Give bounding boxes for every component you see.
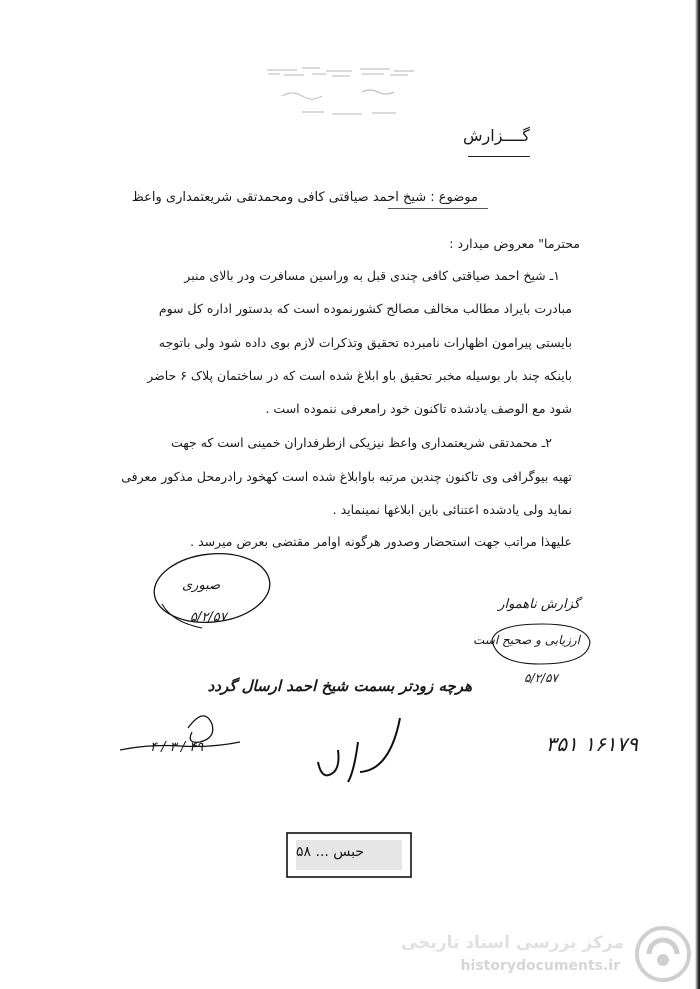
- para2-line: ۲ـ محمدتقی شریعتمداری واعظ نیزیکی ازطرفداران خمینی است که جهت: [170, 435, 552, 450]
- closing-line: علیهذا مراتب جهت استحضار وصدور هرگونه اوامر مقتضی بعرض میرسد .: [190, 534, 572, 549]
- para1-line: ۱ـ شیخ احمد صیاقتی کافی چندی قبل به وراسین مسافرت ودر بالای منبر: [184, 268, 560, 283]
- stamp-text: حبس ... ۵۸: [296, 844, 365, 860]
- faded-letterhead: [262, 62, 422, 124]
- subject-line: موضوع : شیخ احمد صیاقتی کافی ومحمدتقی شریعتمداری واعظ: [131, 190, 478, 205]
- para1-line: بایستی پیرامون اظهارات نامبرده تحقیق وتذکرات لازم بوی داده شود ولی باتوجه: [158, 335, 572, 350]
- para1-line: مبادرت بایراد مطالب مخالف مصالح کشورنموده است که بدستور اداره کل سوم: [158, 301, 572, 316]
- para2-line: نماید ولی یادشده اعتنائی باین ابلاغها نمینماید .: [332, 502, 572, 517]
- file-number: ۱۶۱۷۹ ۳۵۱: [545, 732, 638, 756]
- para2-line: تهیه بیوگرافی وی تاکنون چندین مرتبه باوابلاغ شده است کهخود رادرمحل مذکور معرفی: [121, 469, 572, 484]
- left-date: ۴۹ / ۳ / ۴: [150, 740, 204, 755]
- right-note: گزارش ناهموار: [498, 597, 580, 612]
- subject-underline: [388, 208, 488, 209]
- oval-date: ۵/۲/۵۷: [190, 610, 227, 625]
- oval-name: صبوری: [182, 578, 221, 593]
- right-date: ۵/۲/۵۷: [524, 671, 558, 685]
- signature-left: [118, 708, 248, 770]
- right-note: ارزیابی و صحیح است: [473, 633, 580, 647]
- archive-logo-icon: [635, 926, 691, 982]
- title-underline: [468, 156, 530, 157]
- report-title: گــــزارش: [463, 126, 530, 145]
- watermark-url: historydocuments.ir: [460, 958, 620, 974]
- salutation: محترما" معروض میدارد :: [449, 236, 580, 251]
- left-handwritten-note: هرچه زودتر بسمت شیخ احمد ارسال گردد: [207, 677, 472, 695]
- watermark-org-name: مرکز بررسی اسناد تاریخی: [401, 933, 624, 953]
- scan-edge-shadow: [695, 0, 700, 989]
- para1-line: باینکه چند بار بوسیله مخبر تحقیق باو ابلاغ شده است که در ساختمان پلاک ۶ حاضر: [147, 368, 572, 383]
- para1-line: شود مع الوصف یادشده تاکنون خود رامعرفی ننموده است .: [265, 401, 572, 416]
- signature-center: [308, 712, 418, 792]
